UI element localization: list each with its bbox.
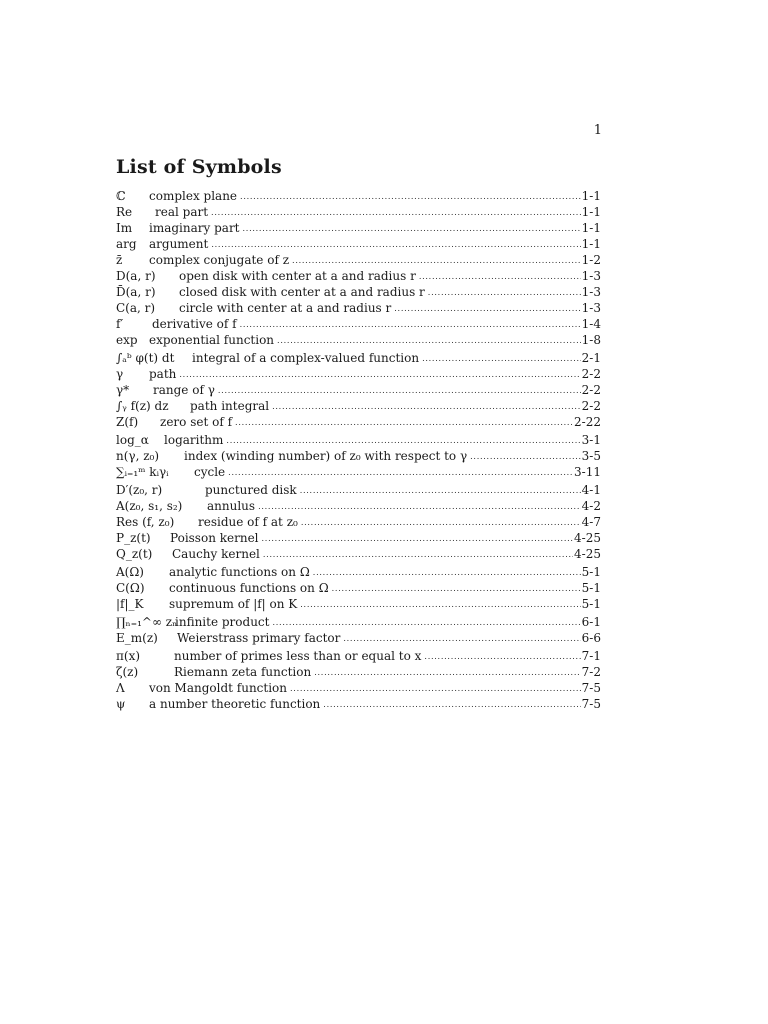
symbol-entry <box>116 564 601 580</box>
symbol-entry <box>116 664 601 680</box>
symbol-description: exponential function <box>149 333 275 347</box>
dot-leader <box>323 696 580 712</box>
symbol-entry <box>116 366 601 382</box>
dot-leader <box>258 498 581 514</box>
dot-leader <box>263 546 573 562</box>
symbol: Re <box>116 205 133 219</box>
symbol: Q_z(t) <box>116 547 153 561</box>
page-reference: 4-2 <box>581 499 601 513</box>
symbol-description: infinite product <box>175 615 270 629</box>
page-reference: 1-1 <box>581 237 601 251</box>
symbol-description: zero set of f <box>160 415 233 429</box>
page-reference: 7-1 <box>581 649 601 663</box>
symbol-description: punctured disk <box>205 483 297 497</box>
symbol-description: Cauchy kernel <box>172 547 260 561</box>
page-reference: 5-1 <box>581 597 601 611</box>
symbol-entry <box>116 284 601 300</box>
symbol-description: complex conjugate of z <box>149 253 290 267</box>
symbol-entry <box>116 648 601 664</box>
symbol-description: von Mangoldt function <box>149 681 288 695</box>
symbol-entry <box>116 514 601 530</box>
symbol: ℂ <box>116 189 126 203</box>
page-reference: 7-2 <box>581 665 601 679</box>
symbol: D′(z₀, r) <box>116 483 163 497</box>
page-reference: 5-1 <box>581 581 601 595</box>
symbol: z̄ <box>116 253 123 267</box>
symbol: A(Ω) <box>116 565 144 579</box>
symbol: Λ <box>116 681 125 695</box>
symbol-entry <box>116 236 601 252</box>
symbol-entry <box>116 220 601 236</box>
dot-leader <box>240 188 581 204</box>
page-reference: 1-1 <box>581 205 601 219</box>
page-reference: 4-25 <box>574 547 601 561</box>
symbol: Z(f) <box>116 415 139 429</box>
page-reference: 1-3 <box>581 301 601 315</box>
symbol: ψ <box>116 697 126 711</box>
symbol-description: closed disk with center at a and radius r <box>179 285 425 299</box>
symbol-description: supremum of |f| on K <box>169 597 298 611</box>
page-reference: 1-1 <box>581 189 601 203</box>
dot-leader <box>240 316 581 332</box>
page-reference: 1-3 <box>581 285 601 299</box>
page-reference: 2-2 <box>581 399 601 413</box>
page-number: 1 <box>593 123 602 138</box>
symbol-description: derivative of f <box>152 317 237 331</box>
dot-leader <box>226 432 580 448</box>
symbol-entry <box>116 680 601 696</box>
symbol: γ <box>116 367 124 381</box>
symbol-description: complex plane <box>149 189 238 203</box>
page-reference: 7-5 <box>581 681 601 695</box>
page-reference: 4-1 <box>581 483 601 497</box>
dot-leader <box>301 514 581 530</box>
symbol-entry <box>116 596 601 612</box>
page-reference: 2-1 <box>581 351 601 365</box>
symbol-description: number of primes less than or equal to x <box>174 649 422 663</box>
page-reference: 5-1 <box>581 565 601 579</box>
page-reference: 6-1 <box>581 615 601 629</box>
symbol: C(Ω) <box>116 581 145 595</box>
symbol-description: open disk with center at a and radius r <box>179 269 416 283</box>
symbol-description: continuous functions on Ω <box>169 581 329 595</box>
dot-leader <box>243 220 581 236</box>
symbol-entry <box>116 530 601 546</box>
symbol-description: Weierstrass primary factor <box>177 631 341 645</box>
dot-leader <box>211 204 581 220</box>
symbol-entry <box>116 498 601 514</box>
page-reference: 3-11 <box>574 465 601 479</box>
symbol-entry <box>116 300 601 316</box>
symbol-entry <box>116 188 601 204</box>
symbol: Res (f, z₀) <box>116 515 175 529</box>
dot-leader <box>424 648 580 664</box>
dot-leader <box>290 680 581 696</box>
symbol: ∫ᵧ f(z) dz <box>116 399 169 413</box>
symbol-entry <box>116 204 601 220</box>
page-reference: 7-5 <box>581 697 601 711</box>
dot-leader <box>218 382 581 398</box>
page-reference: 2-22 <box>574 415 601 429</box>
dot-leader <box>428 284 581 300</box>
symbol: ∑ᵢ₌₁ᵐ kᵢγᵢ <box>116 465 169 479</box>
dot-leader <box>343 630 580 646</box>
symbol: γ* <box>116 383 130 397</box>
symbol: D̄(a, r) <box>116 285 156 299</box>
symbol-entry <box>116 350 601 366</box>
symbol-description: residue of f at z₀ <box>198 515 298 529</box>
dot-leader <box>277 332 581 348</box>
page-reference: 1-3 <box>581 269 601 283</box>
dot-leader <box>470 448 581 464</box>
symbol-entry <box>116 630 601 646</box>
symbol-description: cycle <box>194 465 226 479</box>
symbol-entry <box>116 614 601 630</box>
page-reference: 6-6 <box>581 631 601 645</box>
page-reference: 2-2 <box>581 383 601 397</box>
dot-leader <box>313 564 581 580</box>
page-reference: 1-2 <box>581 253 601 267</box>
symbol: C(a, r) <box>116 301 156 315</box>
symbol-entry <box>116 382 601 398</box>
symbol: D(a, r) <box>116 269 156 283</box>
dot-leader <box>262 530 574 546</box>
page-reference: 3-5 <box>581 449 601 463</box>
dot-leader <box>300 482 581 498</box>
dot-leader <box>235 414 573 430</box>
page-reference: 4-25 <box>574 531 601 545</box>
symbol: exp <box>116 333 138 347</box>
page-reference: 1-4 <box>581 317 601 331</box>
symbol-description: annulus <box>207 499 256 513</box>
dot-leader <box>422 350 581 366</box>
dot-leader <box>292 252 581 268</box>
dot-leader <box>394 300 580 316</box>
symbol-description: imaginary part <box>149 221 240 235</box>
symbol: |f|_K <box>116 597 144 611</box>
symbol: n(γ, z₀) <box>116 449 160 463</box>
symbol: P_z(t) <box>116 531 151 545</box>
symbol-description: argument <box>149 237 209 251</box>
symbol-description: path integral <box>190 399 270 413</box>
page-reference: 1-8 <box>581 333 601 347</box>
symbol-entry <box>116 696 601 712</box>
symbol: E_m(z) <box>116 631 158 645</box>
symbol: ζ(z) <box>116 665 139 679</box>
page-reference: 1-1 <box>581 221 601 235</box>
dot-leader <box>419 268 581 284</box>
page-reference: 4-7 <box>581 515 601 529</box>
symbol-description: range of γ <box>153 383 215 397</box>
dot-leader <box>314 664 580 680</box>
symbol-description: logarithm <box>164 433 224 447</box>
page-reference: 3-1 <box>581 433 601 447</box>
symbol-entry <box>116 398 601 414</box>
page-title: List of Symbols <box>116 156 282 178</box>
symbol-description: circle with center at a and radius r <box>179 301 392 315</box>
symbol-entry <box>116 316 601 332</box>
symbol-description: index (winding number) of z₀ with respect to γ <box>184 449 468 463</box>
symbol-entry <box>116 432 601 448</box>
symbol-entry <box>116 546 601 562</box>
symbol: π(x) <box>116 649 141 663</box>
page-reference: 2-2 <box>581 367 601 381</box>
symbol: A(z₀, s₁, s₂) <box>116 499 183 513</box>
symbol: arg <box>116 237 137 251</box>
symbol-description: Poisson kernel <box>170 531 259 545</box>
symbol-entry <box>116 448 601 464</box>
symbol-entry <box>116 464 601 480</box>
symbol-entry <box>116 332 601 348</box>
symbol-description: path <box>149 367 177 381</box>
symbol-description: real part <box>155 205 209 219</box>
symbol: f′ <box>116 317 124 331</box>
symbol-entry <box>116 482 601 498</box>
symbol-entry <box>116 268 601 284</box>
dot-leader <box>228 464 573 480</box>
dot-leader <box>179 366 580 382</box>
symbol-description: Riemann zeta function <box>174 665 312 679</box>
dot-leader <box>332 580 581 596</box>
dot-leader <box>211 236 580 252</box>
symbol-description: integral of a complex-valued function <box>192 351 420 365</box>
symbol: ∏ₙ₌₁^∞ zₙ <box>116 615 178 629</box>
symbol-entry <box>116 580 601 596</box>
symbol-entry <box>116 252 601 268</box>
dot-leader <box>272 398 581 414</box>
dot-leader <box>300 596 580 612</box>
symbol-entry <box>116 414 601 430</box>
symbol: log_α <box>116 433 149 447</box>
symbol-description: analytic functions on Ω <box>169 565 310 579</box>
dot-leader <box>272 614 580 630</box>
symbol: Im <box>116 221 133 235</box>
symbol: ∫ₐᵇ φ(t) dt <box>116 351 175 365</box>
symbol-description: a number theoretic function <box>149 697 321 711</box>
